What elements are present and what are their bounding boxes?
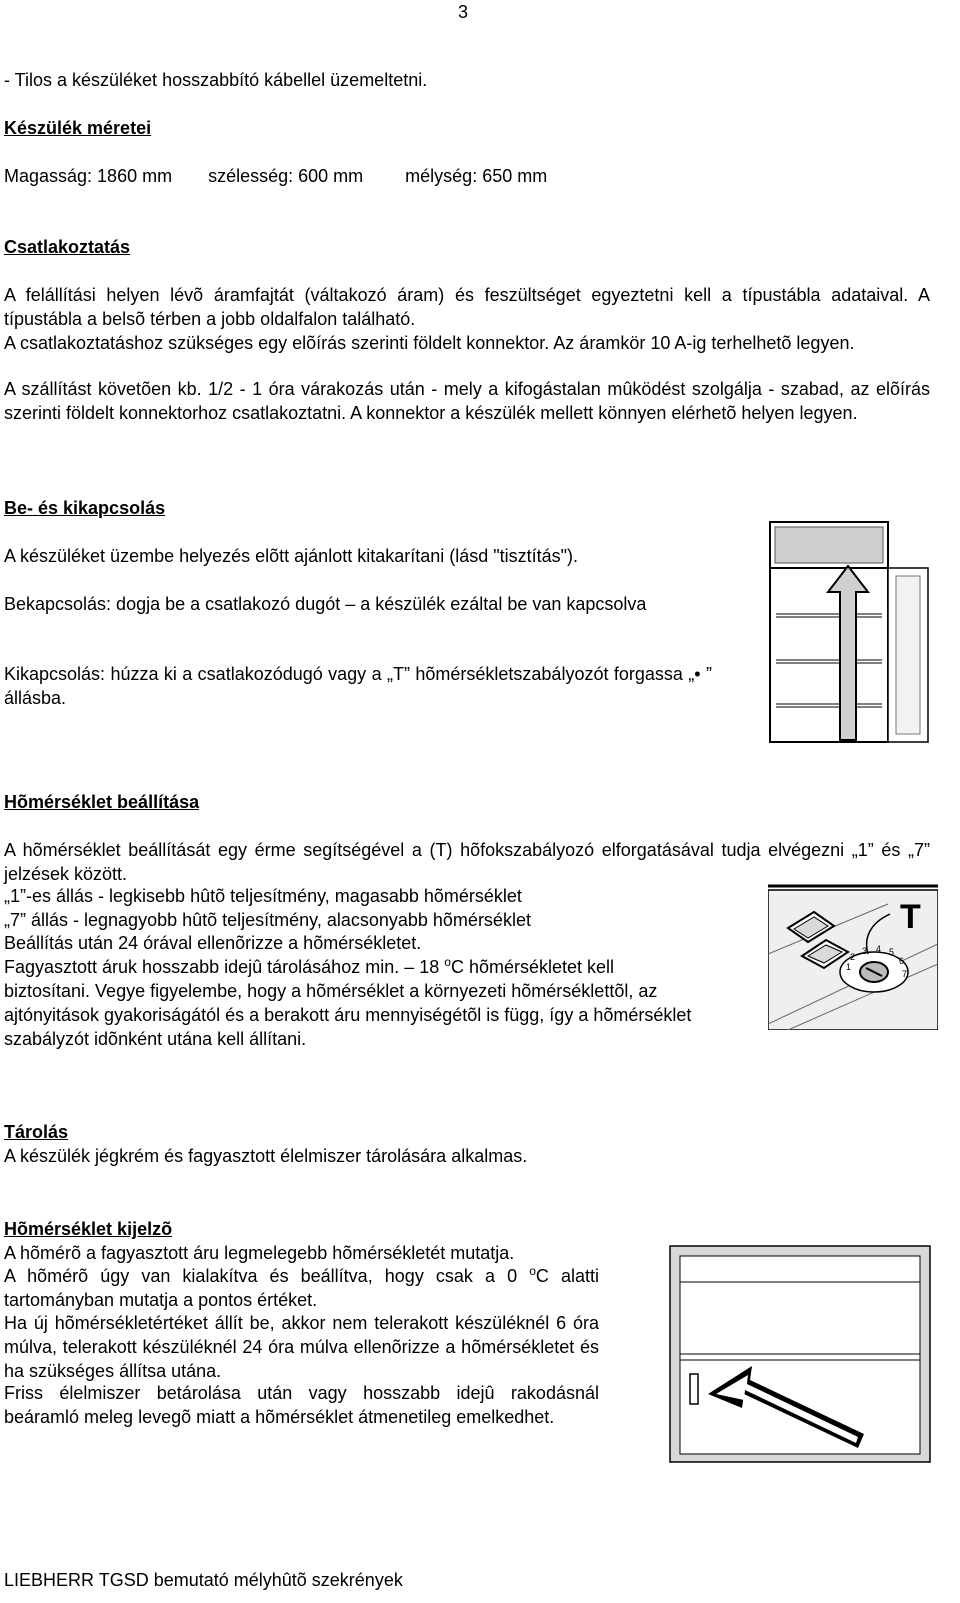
- indicator-drawing: [668, 1244, 932, 1464]
- dimensions-line: [4, 164, 547, 188]
- temperature-heading: Hõmérséklet beállítása: [4, 792, 200, 812]
- indicator-paragraph-1: [4, 1264, 599, 1312]
- indicator-figure: [668, 1244, 932, 1470]
- footer: LIEBHERR TGSD bemutató mélyhûtõ szekrények: [4, 1570, 403, 1590]
- temperature-line-2: „7” állás - legnagyobb hûtõ teljesítmény, alacsonyabb hõmérséklet: [4, 910, 531, 930]
- switching-paragraph-3: Kikapcsolás: húzza ki a csatlakozódugó vagy a „T” hõmérsékletszabályozót forgassa „• ” állásba.: [4, 664, 712, 708]
- indicator-line-1: A hõmérõ a fagyasztott áru legmelegebb hõmérsékletét mutatja.: [4, 1243, 515, 1263]
- temperature-line-3: Beállítás után 24 órával ellenõrizze a hõmérsékletet.: [4, 933, 422, 953]
- dimension-height: Magasság: 1860 mm: [4, 166, 173, 186]
- thermostat-drawing: [768, 884, 938, 1030]
- connection-paragraph-1: A felállítási helyen lévõ áramfajtát (váltakozó áram) és feszültséget egyeztetni kell a típustábla adataival. A típustábla a belsõ térben a jobb oldalfalon található.: [4, 285, 930, 329]
- thermostat-figure: [768, 884, 938, 1036]
- indicator-paragraph-3: Friss élelmiszer betárolása után vagy hosszabb idejû rakodásnál beáramló meleg levegõ miatt a hõmérséklet átmenetileg emelkedhet.: [4, 1383, 599, 1427]
- svg-text:1: 1: [846, 962, 852, 972]
- dimension-width: szélesség: 600 mm: [208, 166, 364, 186]
- connection-heading: Csatlakoztatás: [4, 237, 131, 257]
- dimension-depth: mélység: 650 mm: [405, 166, 548, 186]
- svg-text:5: 5: [889, 947, 895, 957]
- connection-paragraph-2: A csatlakoztatáshoz szükséges egy elõírás szerinti földelt konnektor. Az áramkör 10 A-ig terhelhetõ legyen.: [4, 333, 855, 353]
- temperature-line-1: „1”-es állás - legkisebb hûtõ teljesítmény, magasabb hõmérséklet: [4, 886, 522, 906]
- intro-line: - Tilos a készüléket hosszabbító kábellel üzemeltetni.: [4, 70, 428, 90]
- indicator-paragraph-1-text: A hõmérõ úgy van kialakítva és beállítva, hogy csak a 0: [4, 1266, 530, 1286]
- temperature-line-4-text: Fagyasztott áruk hosszabb idejû tárolásához min. – 18: [4, 957, 445, 977]
- temperature-paragraph-2: biztosítani. Vegye figyelembe, hogy a hõmérséklet a környezeti hõmérséklettõl, az ajtónyitások gyakoriságától és a berakott áru mennyiségétõl is függ, így a hõmérséklet szabályzót idõnként utána kell állítani.: [4, 981, 692, 1049]
- freezer-figure: [768, 520, 934, 752]
- indicator-heading: Hõmérséklet kijelzõ: [4, 1219, 173, 1239]
- thermostat-label: T: [900, 898, 921, 936]
- svg-text:6: 6: [899, 956, 905, 966]
- svg-text:4: 4: [876, 944, 882, 954]
- switching-heading: Be- és kikapcsolás: [4, 498, 166, 518]
- temperature-line-4: [4, 955, 614, 979]
- temperature-line-4-unit: C hõmérsékletet kell: [450, 957, 615, 977]
- svg-text:3: 3: [862, 946, 868, 956]
- storage-heading: Tárolás: [4, 1122, 69, 1142]
- indicator-paragraph-2: Ha új hõmérsékletértéket állít be, akkor nem telerakott készüléknél 6 óra múlva, telerakott készüléknél 24 óra múlva ellenõrizze a hõmérsékletet és ha szükséges állítsa utána.: [4, 1313, 599, 1381]
- storage-paragraph: A készülék jégkrém és fagyasztott élelmiszer tárolására alkalmas.: [4, 1146, 528, 1166]
- temperature-paragraph-1: A hõmérséklet beállítását egy érme segítségével a (T) hõfokszabályozó elforgatásával tudja elvégezni „1” és „7” jelzések között.: [4, 840, 930, 884]
- indicator-paragraph-1-rest: C alatti tartományban mutatja a pontos értéket.: [4, 1266, 599, 1310]
- degree-sup: o: [444, 955, 451, 969]
- dimensions-heading: Készülék méretei: [4, 118, 152, 138]
- switching-paragraph-2: Bekapcsolás: dogja be a csatlakozó dugót – a készülék ezáltal be van kapcsolva: [4, 594, 647, 614]
- switching-paragraph-1: A készüléket üzembe helyezés elõtt ajánlott kitakarítani (lásd "tisztítás").: [4, 546, 579, 566]
- freezer-drawing: [768, 520, 934, 746]
- svg-text:7: 7: [902, 969, 908, 979]
- connection-paragraph-3: A szállítást követõen kb. 1/2 - 1 óra várakozás után - mely a kifogástalan mûködést szolgálja - szabad, az elõírás szerinti földelt konnektorhoz csatlakoztatni. A konnektor a készülék mellett könnyen elérhetõ helyen legyen.: [4, 379, 930, 423]
- degree-sup: o: [529, 1264, 536, 1278]
- svg-text:2: 2: [850, 952, 856, 962]
- page-number: 3: [458, 2, 469, 22]
